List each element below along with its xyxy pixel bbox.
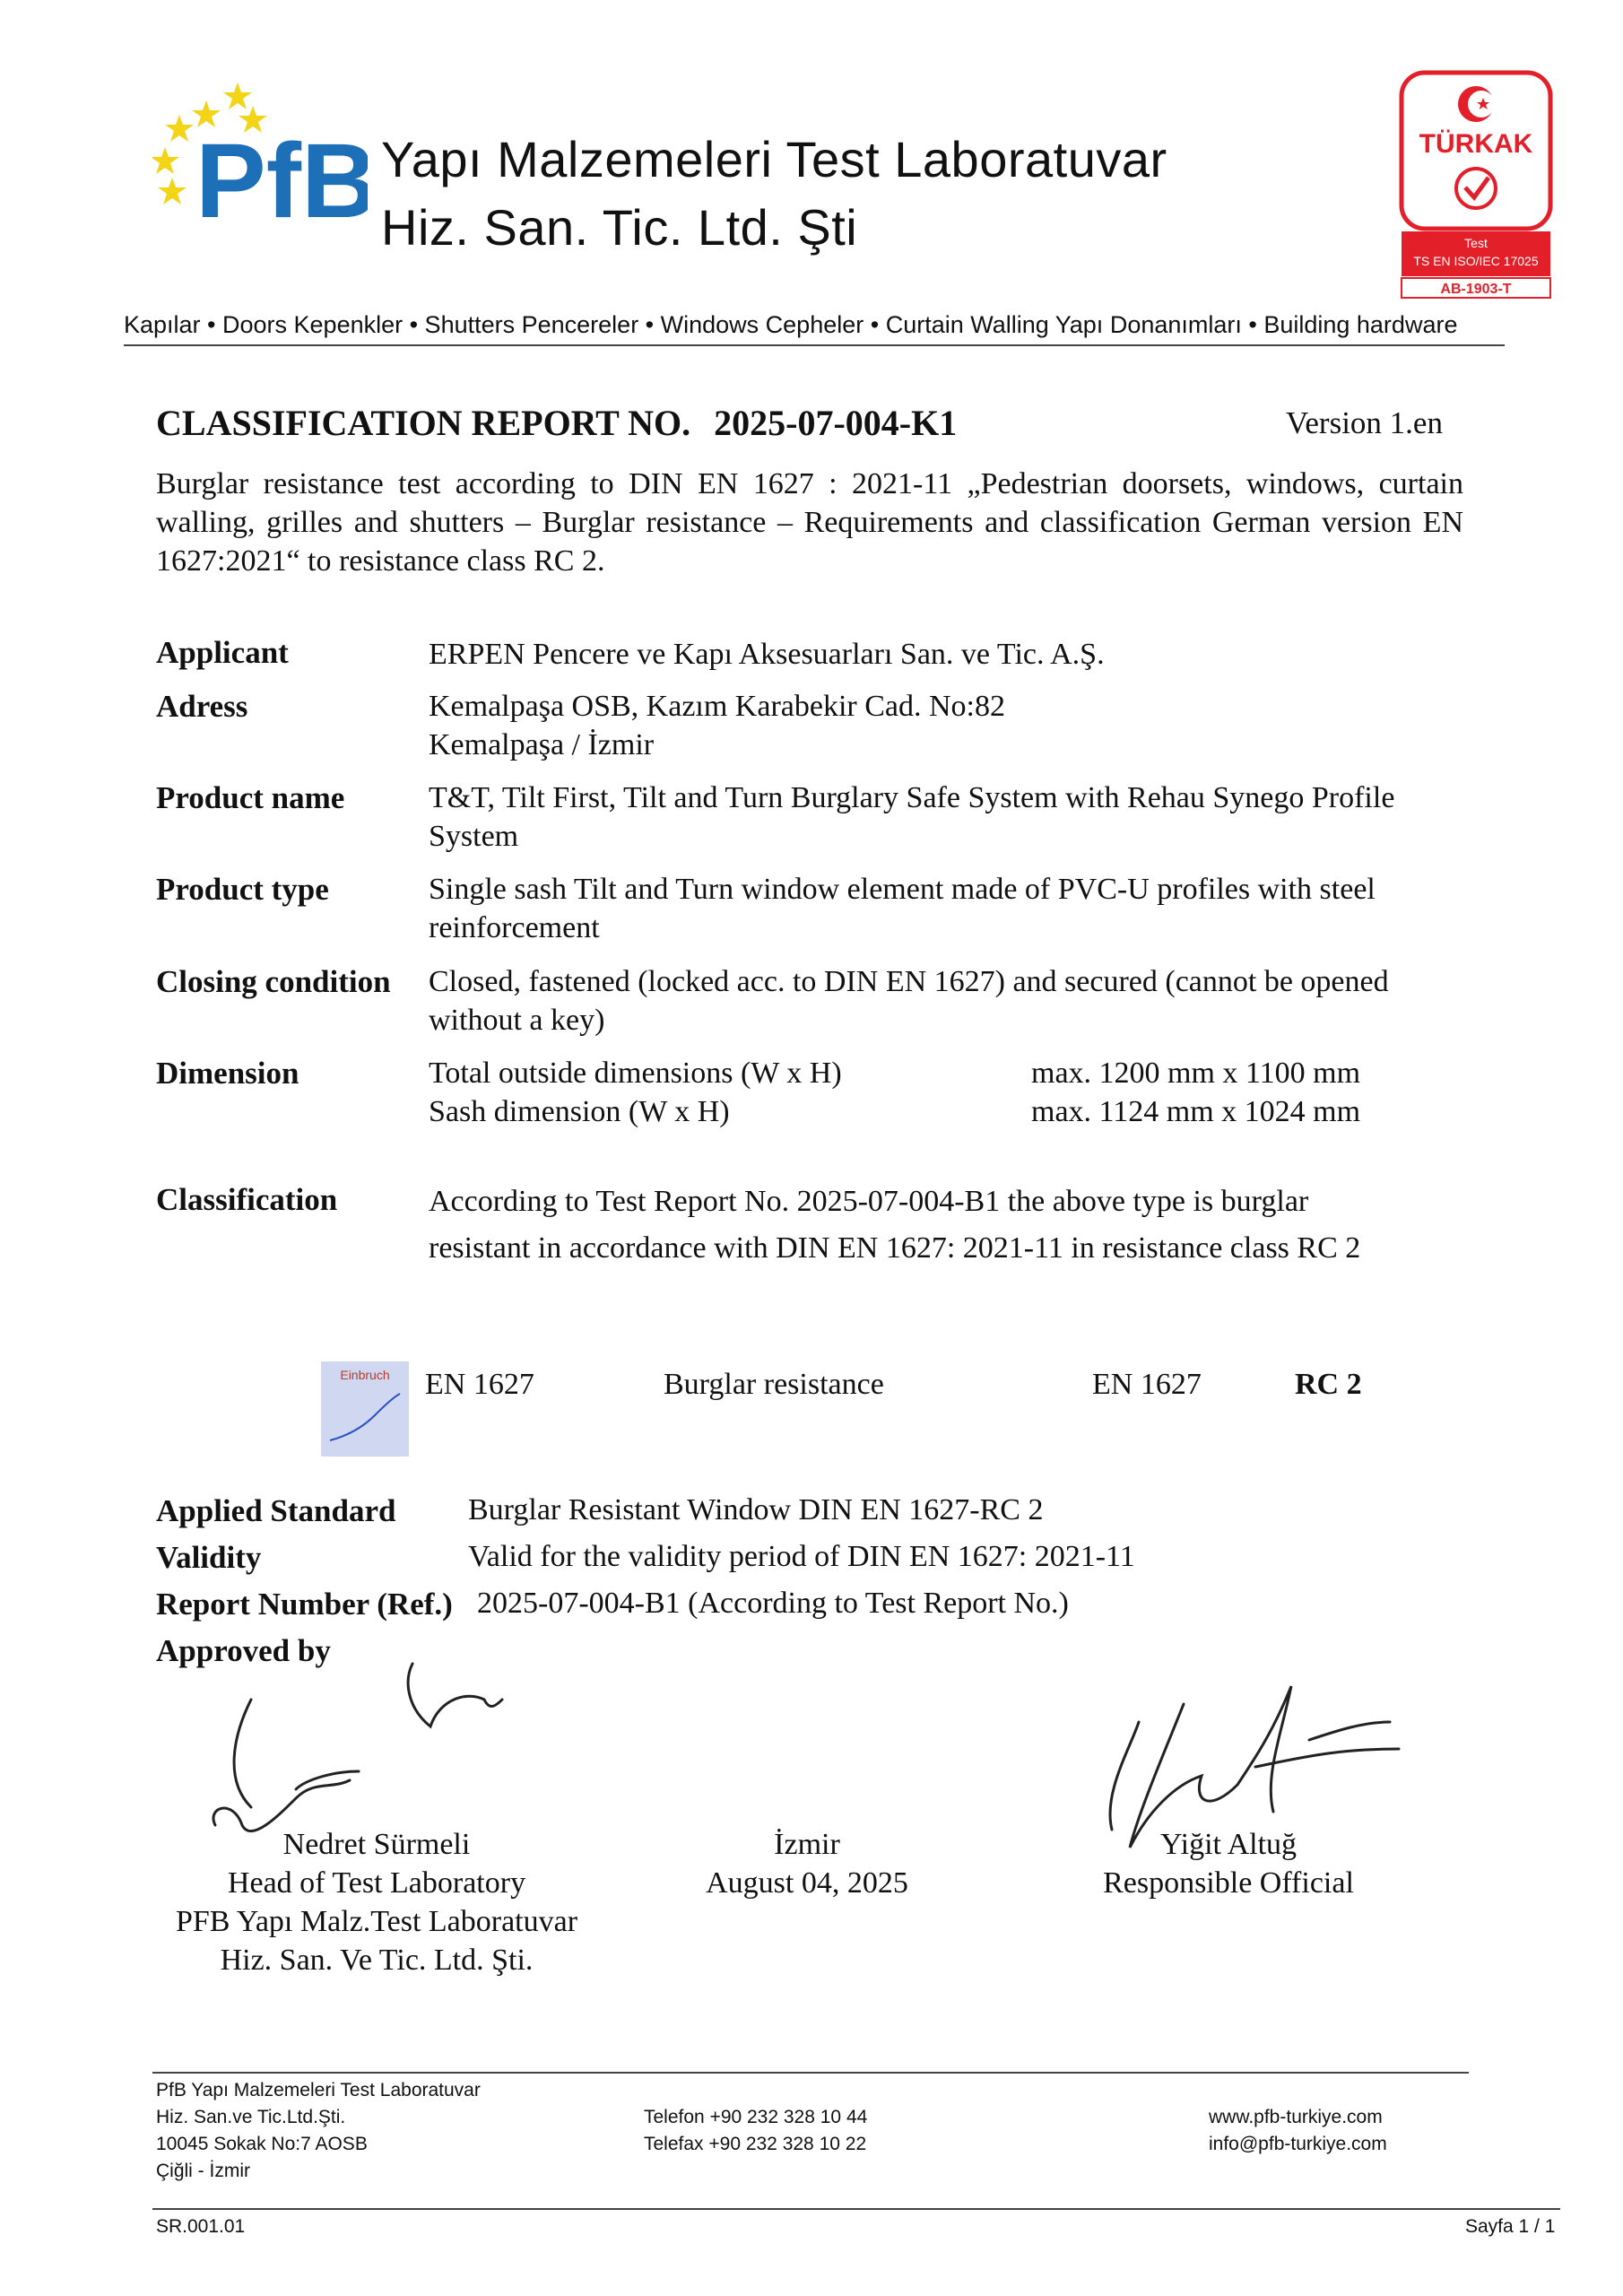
- validity-label: Validity: [156, 1540, 262, 1575]
- approved-by-label: Approved by: [156, 1633, 331, 1668]
- classification-line-1: According to Test Report No. 2025-07-004-B1 the above type is burglar: [429, 1185, 1309, 1218]
- address-label: Adress: [156, 689, 248, 724]
- pfb-logo: [152, 74, 368, 235]
- company-line-1: Yapı Malzemeleri Test Laboratuvar: [381, 131, 1167, 187]
- footer-website-link[interactable]: www.pfb-turkiye.com: [1209, 2107, 1383, 2127]
- applicant-value: ERPEN Pencere ve Kapı Aksesuarları San. ve Tic. A.Ş.: [429, 638, 1105, 671]
- applicant-label: Applicant: [156, 635, 289, 670]
- report-title-label: CLASSIFICATION REPORT NO.: [156, 403, 691, 443]
- product-name-value: T&T, Tilt First, Tilt and Turn Burglary Safe System with Rehau Synego Profile System: [429, 781, 1395, 853]
- applied-standard-label: Applied Standard: [156, 1493, 396, 1528]
- place-and-date: [664, 1825, 950, 1902]
- report-version: Version 1.en: [1286, 405, 1443, 440]
- footer-address: [156, 2077, 481, 2185]
- accreditation-type: Test: [1464, 236, 1488, 250]
- product-type-value: Single sash Tilt and Turn window element made of PVC-U profiles with steel reinforcement: [429, 873, 1376, 944]
- turkak-brand: TÜRKAK: [1419, 129, 1533, 159]
- address-line-1: Kemalpaşa OSB, Kazım Karabekir Cad. No:82: [429, 690, 1005, 723]
- product-type-label: Product type: [156, 872, 329, 907]
- left-signatory-name: Nedret Sürmeli: [282, 1828, 471, 1861]
- left-signatory-title: Head of Test Laboratory: [227, 1866, 526, 1900]
- footer-city: Çiğli - İzmir: [156, 2161, 250, 2181]
- company-line-2: Hiz. San. Tic. Ltd. Şti: [381, 199, 858, 256]
- outside-dimension-value: max. 1200 mm x 1100 mm: [1031, 1057, 1361, 1090]
- report-ref-label: Report Number (Ref.): [156, 1587, 453, 1622]
- footer-online: [1209, 2104, 1387, 2158]
- report-intro: Burglar resistance test according to DIN EN 1627 : 2021-11 „Pedestrian doorsets, windows, curtain walling, grilles and shutters – Burglar resistance – Requirements and classification German version EN 1627:2021“ to resistance class RC 2.: [156, 467, 1463, 578]
- class-result: RC 2: [1295, 1368, 1362, 1401]
- accreditation-standard: TS EN ISO/IEC 17025: [1413, 254, 1539, 268]
- left-signatory: [135, 1825, 619, 1979]
- dimension-label: Dimension: [156, 1056, 299, 1091]
- sign-date: August 04, 2025: [706, 1866, 908, 1900]
- class-std-1: EN 1627: [425, 1368, 534, 1401]
- outside-dimension-label: Total outside dimensions (W x H): [429, 1057, 842, 1090]
- report-number: 2025-07-004-K1: [714, 403, 958, 443]
- header-divider: [124, 344, 1505, 346]
- sash-dimension-value: max. 1124 mm x 1024 mm: [1031, 1095, 1361, 1128]
- company-name: [381, 126, 1167, 262]
- closing-condition-label: Closing condition: [156, 964, 391, 999]
- footer-company-type: Hiz. San.ve Tic.Ltd.Şti.: [156, 2107, 346, 2127]
- class-std-2: EN 1627: [1092, 1368, 1202, 1401]
- address-line-2: Kemalpaşa / İzmir: [429, 728, 655, 761]
- footer-company: PfB Yapı Malzemeleri Test Laboratuvar: [156, 2080, 481, 2100]
- product-name-label: Product name: [156, 780, 345, 815]
- report-ref-value: 2025-07-004-B1 (According to Test Report No.): [477, 1587, 1069, 1620]
- report-title: [156, 402, 957, 444]
- burglary-icon: [321, 1361, 409, 1457]
- turkak-accreditation-badge: [1399, 70, 1553, 299]
- classification-value: [429, 1178, 1469, 1272]
- logo-wordmark: PfB: [195, 122, 368, 235]
- accreditation-code: AB-1903-T: [1440, 282, 1512, 297]
- page-number: Sayfa 1 / 1: [1465, 2216, 1556, 2237]
- sign-city: İzmir: [774, 1828, 840, 1861]
- footer-divider: [152, 2072, 1469, 2074]
- class-property: Burglar resistance: [664, 1368, 884, 1401]
- classification-line-2: resistant in accordance with DIN EN 1627: 2021-11 in resistance class RC 2: [429, 1231, 1361, 1265]
- dimension-values: [1031, 1054, 1360, 1131]
- footer-fax: Telefax +90 232 328 10 22: [644, 2134, 867, 2154]
- classification-label: Classification: [156, 1182, 338, 1217]
- product-categories: Kapılar • Doors Kepenkler • Shutters Pencereler • Windows Cepheler • Curtain Walling Yapı Donanımları • Building hardware: [124, 311, 1458, 338]
- right-signatory: [1076, 1825, 1381, 1902]
- left-signature: [197, 1646, 538, 1852]
- applied-standard-value: Burglar Resistant Window DIN EN 1627-RC 2: [468, 1493, 1044, 1526]
- right-signatory-title: Responsible Official: [1103, 1866, 1354, 1900]
- footer-bottom-divider: [152, 2208, 1560, 2210]
- doc-code: SR.001.01: [156, 2216, 246, 2237]
- sash-dimension-label: Sash dimension (W x H): [429, 1095, 730, 1128]
- left-signatory-org-1: PFB Yapı Malz.Test Laboratuvar: [175, 1905, 578, 1938]
- footer-contact: [644, 2104, 867, 2158]
- address-value: [429, 687, 1469, 764]
- footer-email-link[interactable]: info@pfb-turkiye.com: [1209, 2134, 1387, 2154]
- left-signatory-org-2: Hiz. San. Ve Tic. Ltd. Şti.: [220, 1944, 534, 1977]
- validity-value: Valid for the validity period of DIN EN 1627: 2021-11: [468, 1540, 1135, 1573]
- footer-phone: Telefon +90 232 328 10 44: [644, 2107, 868, 2127]
- closing-condition-value: Closed, fastened (locked acc. to DIN EN 1627) and secured (cannot be opened without a key): [429, 965, 1389, 1037]
- burglary-icon-label: Einbruch: [340, 1368, 390, 1382]
- footer-street: 10045 Sokak No:7 AOSB: [156, 2134, 368, 2154]
- right-signatory-name: Yiğit Altuğ: [1159, 1828, 1298, 1861]
